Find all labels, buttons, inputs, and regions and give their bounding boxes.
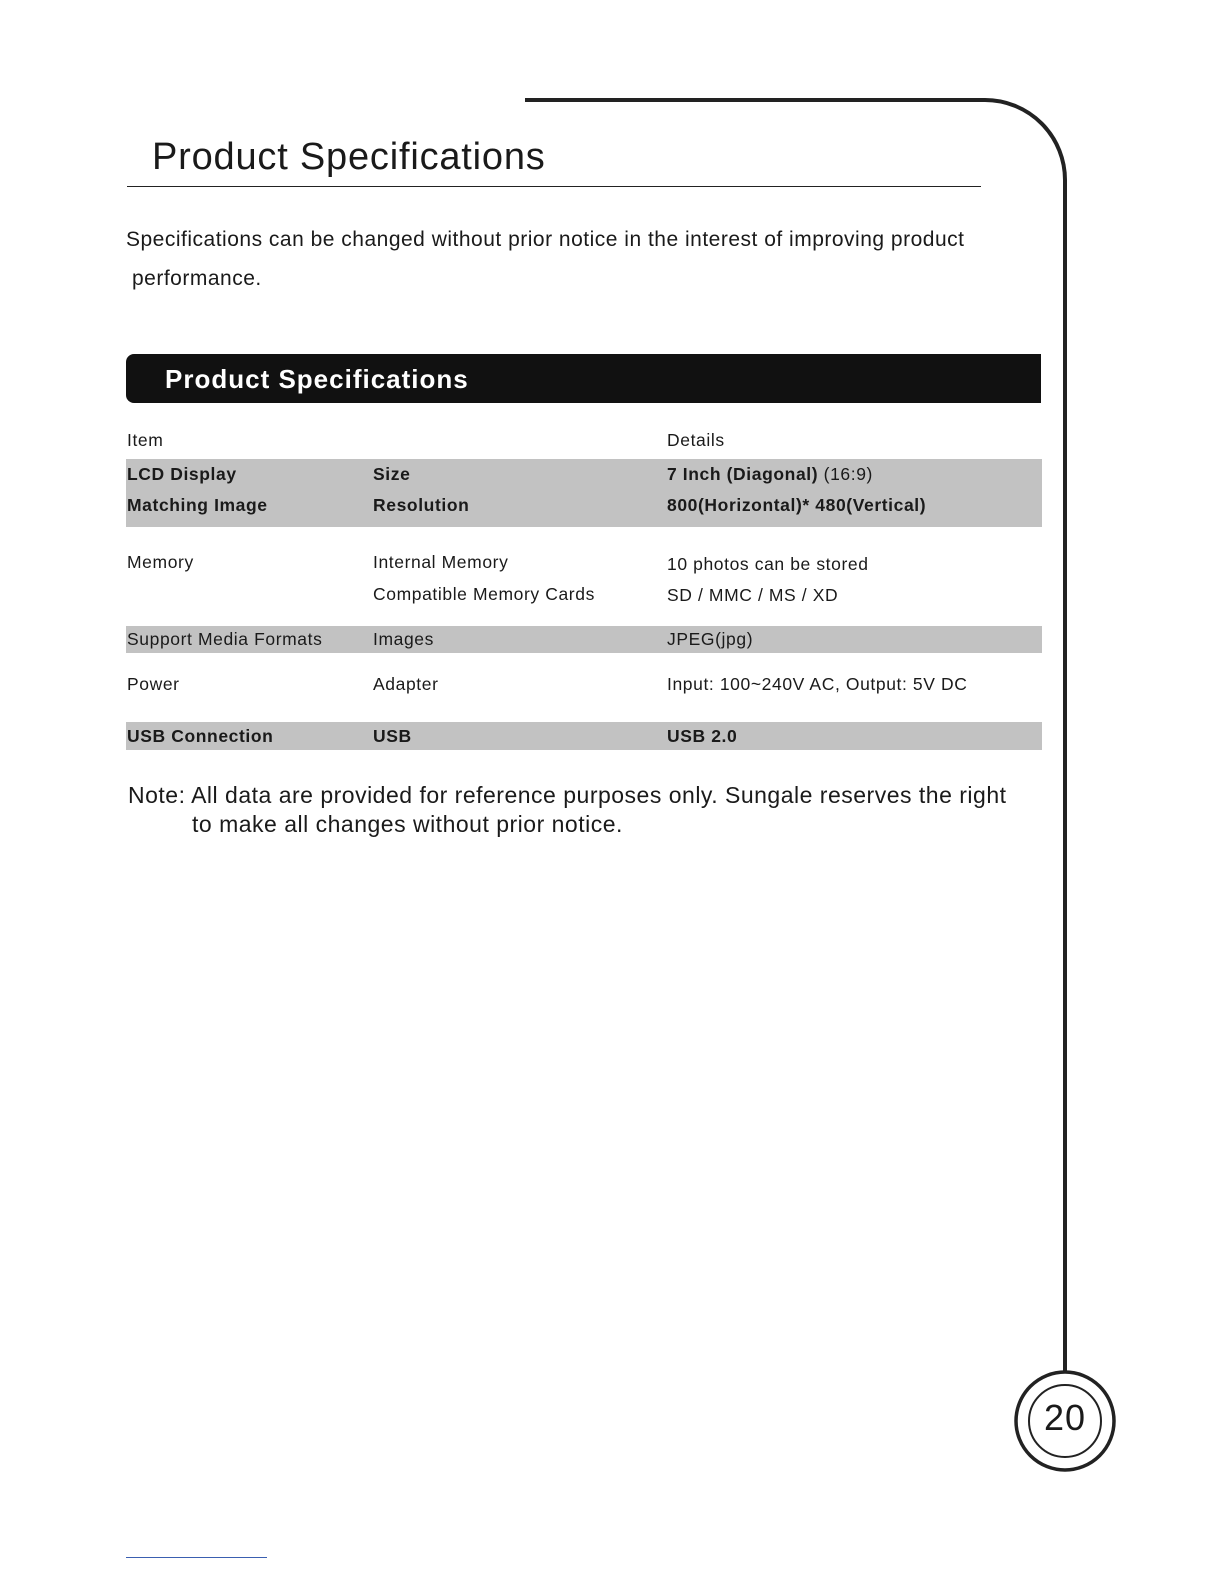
row-details-bold: 7 Inch (Diagonal)	[667, 464, 819, 484]
row-details	[667, 464, 873, 485]
note-paragraph	[128, 781, 1078, 839]
row-item: Matching Image	[127, 495, 268, 515]
row-details-extra: (16:9)	[823, 464, 873, 484]
intro-line-1: Specifications can be changed without prior notice in the interest of improving product	[126, 228, 965, 251]
spec-row-power	[126, 672, 1042, 698]
row-sub-item: Images	[373, 629, 434, 649]
section-banner	[126, 354, 1041, 403]
row-sub-item: Resolution	[373, 495, 470, 515]
note-line-2: to make all changes without prior notice.	[192, 811, 623, 837]
header-details: Details	[667, 430, 725, 450]
page-title: Product Specifications	[152, 136, 546, 178]
row-sub-item: Size	[373, 464, 411, 484]
row-item: Support Media Formats	[127, 629, 323, 649]
note-line-1: Note: All data are provided for reference purposes only. Sungale reserves the right	[128, 782, 1007, 808]
header-item: Item	[127, 430, 164, 450]
intro-line-2: performance.	[132, 267, 262, 290]
row-details: USB 2.0	[667, 726, 738, 746]
row-details: Input: 100~240V AC, Output: 5V DC	[667, 674, 968, 694]
row-item: USB Connection	[127, 726, 274, 746]
spec-table-header	[126, 430, 1042, 454]
row-details: 10 photos can be stored	[667, 554, 869, 574]
row-sub-item: USB	[373, 726, 412, 746]
spec-row-group-memory	[126, 550, 1042, 614]
row-details: JPEG(jpg)	[667, 629, 754, 649]
row-sub-item: Compatible Memory Cards	[373, 584, 595, 604]
row-sub-item: Adapter	[373, 674, 439, 694]
row-item: LCD Display	[127, 464, 237, 484]
page-number: 20	[1043, 1397, 1087, 1438]
row-details: SD / MMC / MS / XD	[667, 585, 839, 605]
row-item: Power	[127, 674, 180, 694]
title-underline	[127, 186, 981, 187]
spec-row-group-display	[126, 459, 1042, 527]
intro-paragraph	[126, 220, 1066, 298]
bottom-rule	[126, 1557, 267, 1558]
row-details: 800(Horizontal)* 480(Vertical)	[667, 495, 927, 515]
spec-row-media-formats	[126, 626, 1042, 653]
row-sub-item: Internal Memory	[373, 552, 509, 572]
row-item: Memory	[127, 552, 194, 572]
section-banner-label: Product Specifications	[165, 364, 469, 394]
spec-row-usb	[126, 722, 1042, 750]
